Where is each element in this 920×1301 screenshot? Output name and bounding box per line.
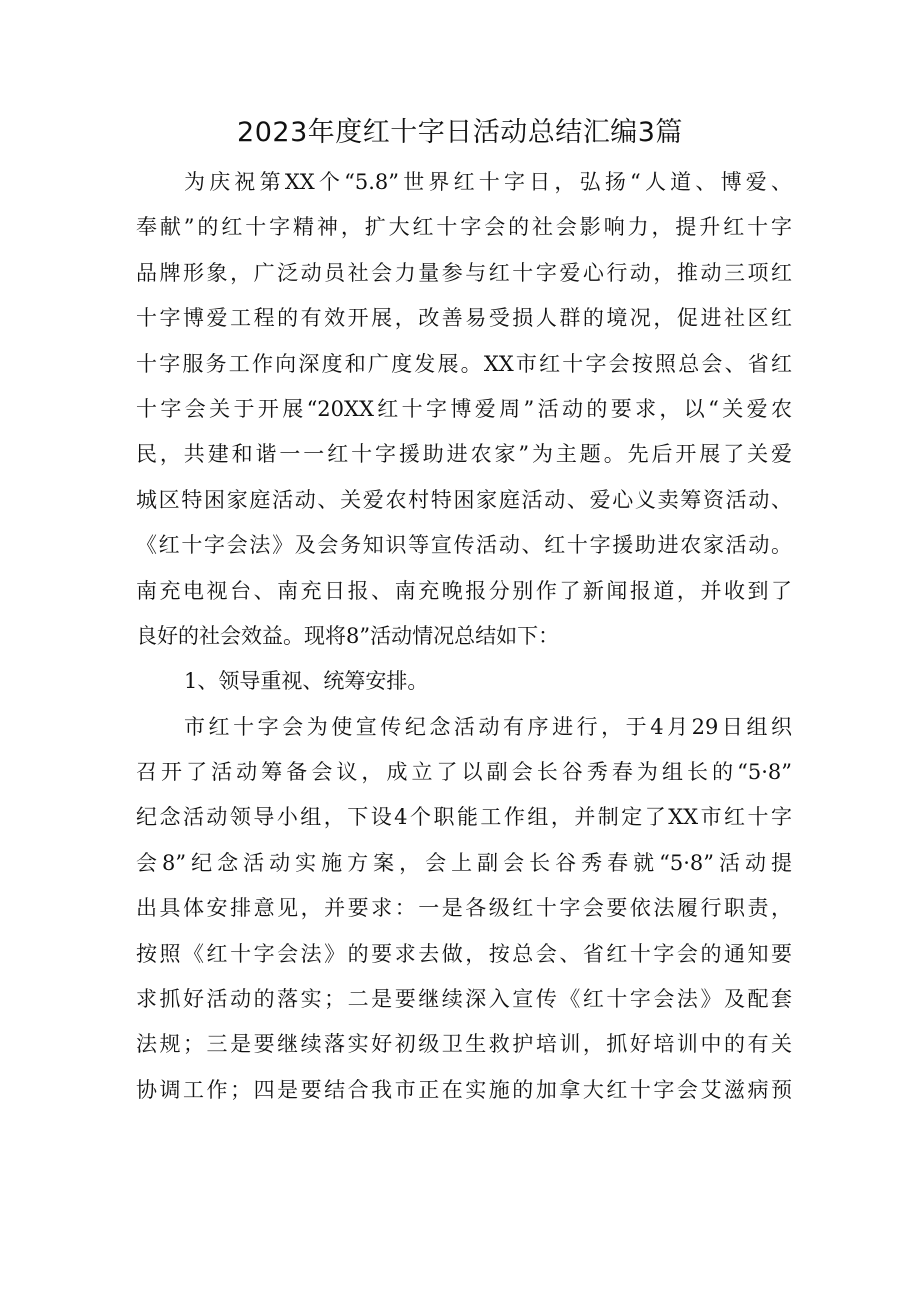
text-line: 十字博爱工程的有效开展，改善易受损人群的境况，促进社区红 xyxy=(136,306,792,331)
text-line: 城区特困家庭活动、关爱农村特困家庭活动、爱心义卖筹资活动、 xyxy=(136,487,792,512)
text-line: 奉献”的红十字精神，扩大红十字会的社会影响力，提升红十字 xyxy=(136,215,792,240)
text-line: 品牌形象，广泛动员社会力量参与红十字爱心行动，推动三项红 xyxy=(136,260,792,285)
text-line: 召开了活动筹备会议，成立了以副会长谷秀春为组长的“5·8” xyxy=(136,760,792,785)
text-line: 按照《红十字会法》的要求去做，按总会、省红十字会的通知要 xyxy=(136,941,792,966)
document-body xyxy=(136,160,792,1113)
text-line: 出具体安排意见，并要求：一是各级红十字会要依法履行职责， xyxy=(136,896,792,921)
paragraph-body xyxy=(136,705,792,1114)
document-title: 2023年度红十字日活动总结汇编3篇 xyxy=(237,117,683,148)
text-line: 《红十字会法》及会务知识等宣传活动、红十字援助进农家活动。 xyxy=(136,533,792,558)
text-line: 民，共建和谐一一红十字援助进农家”为主题。先后开展了关爱 xyxy=(136,442,792,467)
text-line: 会8”纪念活动实施方案，会上副会长谷秀春就“5·8”活动提 xyxy=(136,850,792,875)
paragraph-intro xyxy=(136,160,792,659)
text-line: 南充电视台、南充日报、南充晚报分别作了新闻报道，并收到了 xyxy=(136,578,792,603)
text-line: 市红十字会为使宣传纪念活动有序进行，于4月29日组织 xyxy=(184,714,792,739)
text-line: 良好的社会效益。现将8”活动情况总结如下： xyxy=(136,623,560,648)
text-line: 求抓好活动的落实；二是要继续深入宣传《红十字会法》及配套 xyxy=(136,987,792,1012)
paragraph-section-heading xyxy=(136,659,792,704)
text-line: 法规；三是要继续落实好初级卫生救护培训，抓好培训中的有关 xyxy=(136,1032,792,1057)
text-line: 协调工作；四是要结合我市正在实施的加拿大红十字会艾滋病预 xyxy=(136,1077,792,1102)
text-line: 十字服务工作向深度和广度发展。XX市红十字会按照总会、省红 xyxy=(136,351,792,376)
text-line: 十字会关于开展“20XX红十字博爱周”活动的要求，以“关爱农 xyxy=(136,396,792,421)
section-heading: 1、领导重视、统筹安排。 xyxy=(184,669,429,694)
text-line: 为庆祝第XX个“5.8”世界红十字日，弘扬“人道、博爱、 xyxy=(184,170,792,194)
text-line: 纪念活动领导小组，下设4个职能工作组，并制定了XX市红十字 xyxy=(136,805,792,830)
